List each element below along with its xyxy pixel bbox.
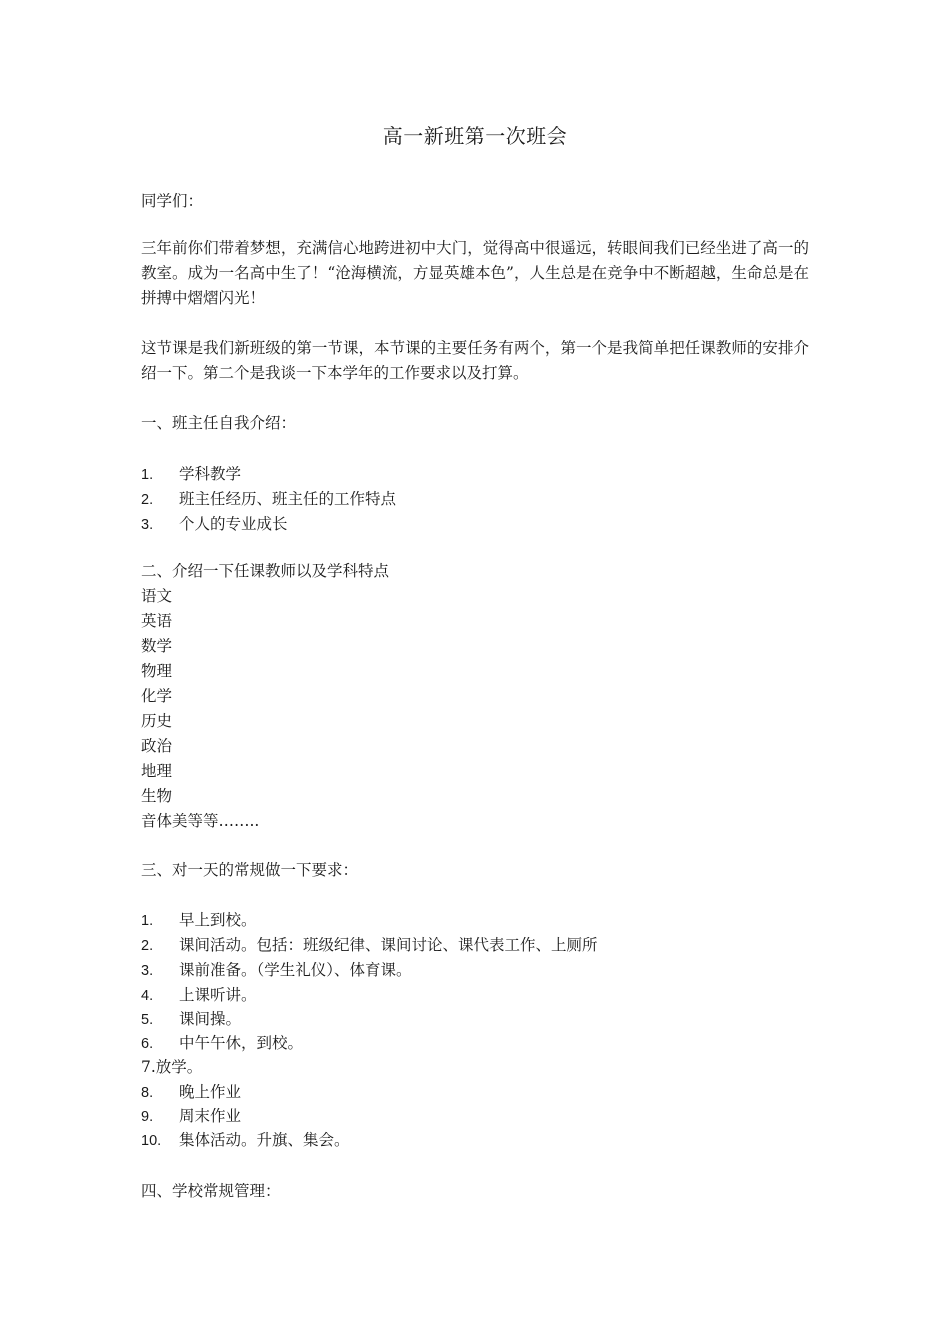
list-number: 5. — [141, 1012, 154, 1028]
list-text: 中午午休，到校。 — [179, 1034, 304, 1052]
list-number: 1. — [141, 467, 154, 483]
section-4-heading: 四、学校常规管理： — [141, 1182, 281, 1200]
list-item — [141, 908, 257, 934]
list-item — [141, 462, 241, 488]
section-1-heading: 一、班主任自我介绍： — [141, 414, 297, 432]
list-text: 课间活动。包括：班级纪律、课间讨论、课代表工作、上厕所 — [179, 936, 598, 954]
list-text: 课前准备。（学生礼仪）、体育课。 — [179, 961, 412, 979]
list-item — [141, 933, 598, 959]
list-number: 2. — [141, 492, 154, 508]
document-title: 高一新班第一次班会 — [382, 124, 568, 148]
list-text: 课间操。 — [179, 1010, 242, 1028]
list-text: 7.放学。 — [141, 1058, 203, 1076]
list-text: 个人的专业成长 — [179, 515, 288, 533]
section-2-heading: 二、介绍一下任课教师以及学科特点 — [141, 562, 390, 580]
list-item — [141, 1128, 350, 1154]
list-text: 集体活动。升旗、集会。 — [179, 1131, 350, 1149]
list-item — [141, 512, 288, 538]
list-item — [141, 1104, 241, 1130]
paragraph-task: 这节课是我们新班级的第一节课，本节课的主要任务有两个，第一个是我简单把任课教师的安排介绍一下。第二个是我谈一下本学年的工作要求以及打算。 — [141, 339, 809, 382]
subject-item: 政治 — [141, 737, 173, 755]
list-item — [141, 1031, 303, 1057]
subject-item: 生物 — [141, 787, 173, 805]
list-item — [141, 487, 396, 513]
list-number: 3. — [141, 963, 154, 979]
subject-item: 物理 — [141, 662, 173, 680]
subject-list — [141, 584, 809, 834]
list-number: 3. — [141, 517, 154, 533]
section-3-heading: 三、对一天的常规做一下要求： — [141, 861, 359, 879]
list-text: 晚上作业 — [179, 1083, 242, 1101]
greeting: 同学们： — [141, 192, 204, 210]
paragraph-intro: 三年前你们带着梦想，充满信心地跨进初中大门，觉得高中很遥远，转眼间我们已经坐进了高一的教室。成为一名高中生了！“沧海横流，方显英雄本色”，人生总是在竞争中不断超越，生命总是在拼搏中熠熠闪光！ — [141, 239, 809, 307]
list-number: 8. — [141, 1085, 154, 1101]
list-item — [141, 983, 257, 1009]
list-item — [141, 1080, 241, 1106]
subject-item: 语文 — [141, 587, 173, 605]
list-item — [141, 958, 412, 984]
list-text: 学科教学 — [179, 465, 242, 483]
list-text: 上课听讲。 — [179, 986, 257, 1004]
subject-item: 音体美等等…….. — [141, 812, 260, 830]
list-item — [141, 1055, 202, 1080]
list-text: 班主任经历、班主任的工作特点 — [179, 490, 397, 508]
list-number: 9. — [141, 1109, 154, 1125]
list-number: 10. — [141, 1133, 162, 1149]
subject-item: 历史 — [141, 712, 173, 730]
list-number: 4. — [141, 988, 154, 1004]
list-number: 1. — [141, 913, 154, 929]
subject-item: 化学 — [141, 687, 173, 705]
subject-item: 英语 — [141, 612, 173, 630]
list-text: 早上到校。 — [179, 911, 257, 929]
list-number: 6. — [141, 1036, 154, 1052]
subject-item: 数学 — [141, 637, 173, 655]
subject-item: 地理 — [141, 762, 173, 780]
list-number: 2. — [141, 938, 154, 954]
list-item — [141, 1007, 241, 1033]
list-text: 周末作业 — [179, 1107, 242, 1125]
